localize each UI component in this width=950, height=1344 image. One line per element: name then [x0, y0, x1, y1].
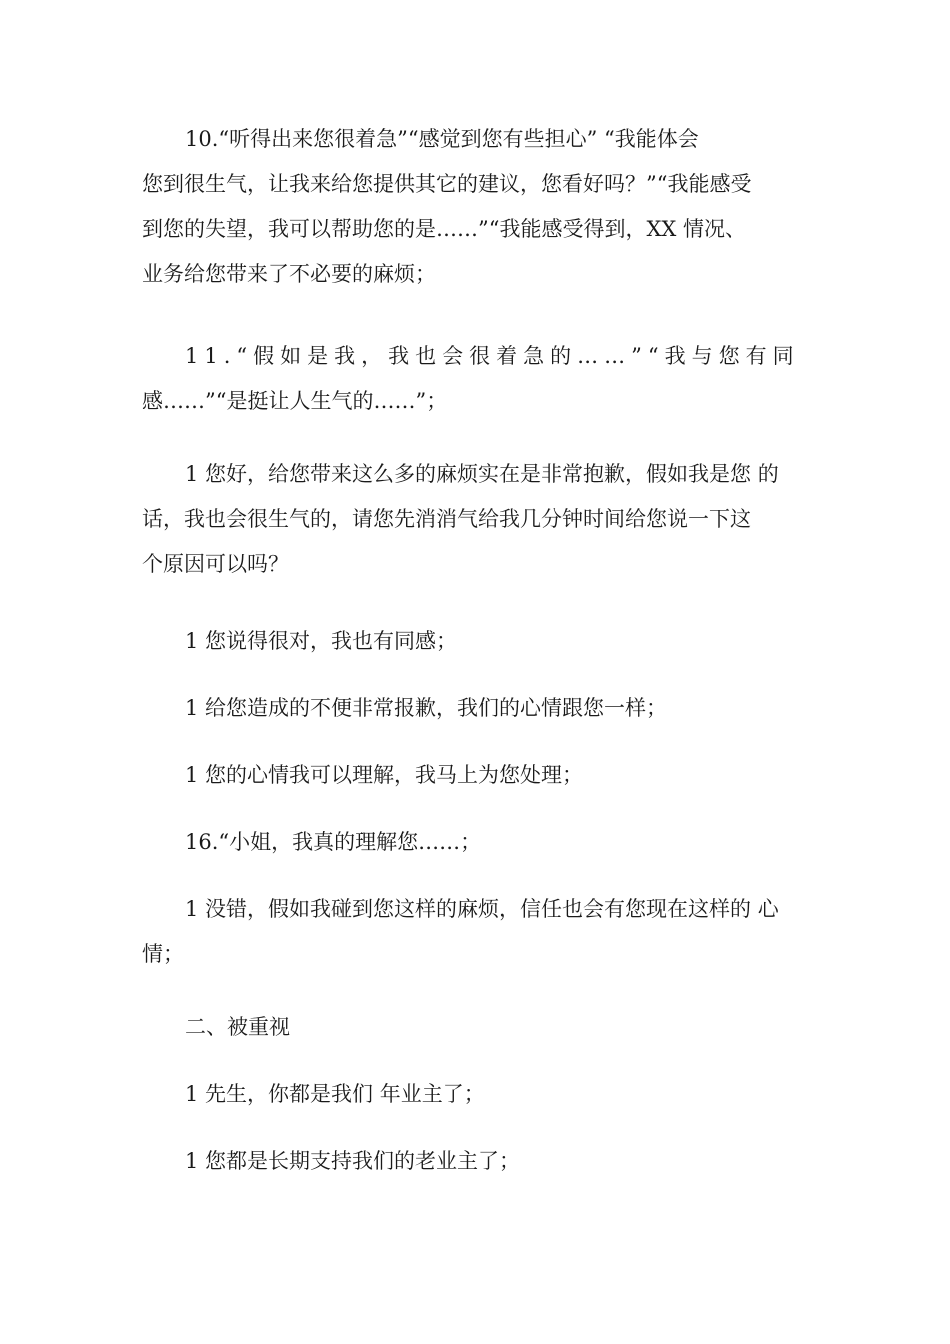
- paragraph-11: [142, 334, 818, 424]
- paragraph-understand: [142, 753, 818, 798]
- text-line: 1 给您造成的不便非常报歉，我们的心情跟您一样；: [185, 696, 668, 720]
- text-line: 个原因可以吗？: [142, 552, 289, 576]
- text-line: 1 您的心情我可以理解，我马上为您处理；: [185, 763, 584, 787]
- paragraph-owner: [142, 1072, 818, 1117]
- text-line: 1 您说得很对，我也有同感；: [185, 629, 458, 653]
- text-line: 1 您都是长期支持我们的老业主了；: [185, 1149, 521, 1173]
- text-line: 情；: [142, 942, 184, 966]
- text-line: 16.“小姐，我真的理解您……；: [185, 830, 482, 854]
- text-line: 到您的失望，我可以帮助您的是……”“我能感受得到，XX 情况、: [142, 217, 747, 241]
- paragraph-long-term-owner: [142, 1139, 818, 1184]
- paragraph-inconvenience: [142, 686, 818, 731]
- text-line: 1 您好，给您带来这么多的麻烦实在是非常抱歉，假如我是您 的: [185, 462, 779, 486]
- paragraph-no-mistake: [142, 887, 818, 977]
- paragraph-agree: [142, 619, 818, 664]
- text-line: 10.“听得出来您很着急”“感觉到您有些担心” “我能体会: [185, 127, 699, 151]
- text-line: 1 先生，你都是我们 年业主了；: [185, 1082, 485, 1106]
- text-line: 感……”“是挺让人生气的……”；: [142, 389, 448, 413]
- paragraph-10: [142, 117, 818, 297]
- text-line: 11.“假如是我，我也会很着急的……”“我与您有同: [185, 344, 800, 368]
- paragraph-apology: [142, 452, 818, 587]
- text-line: 您到很生气，让我来给您提供其它的建议，您看好吗？”“我能感受: [142, 172, 752, 196]
- text-line: 话，我也会很生气的，请您先消消气给我几分钟时间给您说一下这: [142, 507, 751, 531]
- text-line: 业务给您带来了不必要的麻烦；: [142, 262, 436, 286]
- heading-text: 二、被重视: [185, 1015, 290, 1039]
- section-heading: [142, 1005, 818, 1050]
- paragraph-16: [142, 820, 818, 865]
- text-line: 1 没错，假如我碰到您这样的麻烦，信任也会有您现在这样的 心: [185, 897, 779, 921]
